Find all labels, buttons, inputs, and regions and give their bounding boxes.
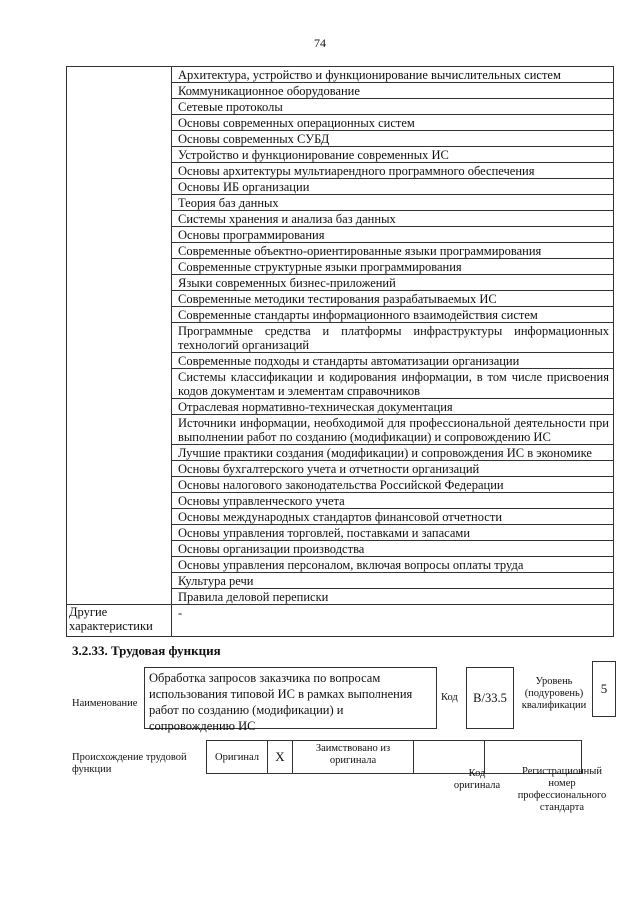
requirement-row bbox=[67, 67, 614, 83]
requirement-item: Основы бухгалтерского учета и отчетности организаций bbox=[172, 461, 614, 477]
requirement-item: Основы международных стандартов финансовой отчетности bbox=[172, 509, 614, 525]
qualification-level-label: Уровень (подуровень) квалификации bbox=[521, 676, 587, 711]
requirement-item: Программные средства и платформы инфраструктуры информационных технологий организаций bbox=[172, 323, 614, 353]
requirement-item: Основы налогового законодательства Российской Федерации bbox=[172, 477, 614, 493]
requirement-item: Основы управления торговлей, поставками и запасами bbox=[172, 525, 614, 541]
requirement-item: Сетевые протоколы bbox=[172, 99, 614, 115]
code-label: Код bbox=[441, 692, 458, 703]
requirement-item: Современные стандарты информационного взаимодействия систем bbox=[172, 307, 614, 323]
code-original-caption: Код оригинала bbox=[453, 768, 501, 791]
name-label: Наименование bbox=[72, 698, 138, 709]
page-number: 74 bbox=[314, 36, 326, 50]
reg-number-caption: Регистрационный номер профессионального стандарта bbox=[517, 766, 607, 813]
requirements-left-cell bbox=[67, 67, 172, 605]
other-characteristics-label: Другие характеристики bbox=[67, 605, 172, 637]
function-code-value: B/33.5 bbox=[466, 667, 514, 729]
requirement-item: Архитектура, устройство и функционирование вычислительных систем bbox=[172, 67, 614, 83]
borrowed-label: Заимствовано из оригинала bbox=[293, 741, 414, 774]
requirement-item: Основы ИБ организации bbox=[172, 179, 614, 195]
requirement-item: Системы классификации и кодирования информации, в том числе присвоения кодов документам и элементам справочников bbox=[172, 369, 614, 399]
requirement-item: Современные объектно-ориентированные языки программирования bbox=[172, 243, 614, 259]
requirement-item: Лучшие практики создания (модификации) и сопровождения ИС в экономике bbox=[172, 445, 614, 461]
requirement-item: Устройство и функционирование современных ИС bbox=[172, 147, 614, 163]
section-heading: 3.2.33. Трудовая функция bbox=[72, 643, 221, 658]
requirements-table bbox=[66, 66, 614, 637]
requirement-item: Современные подходы и стандарты автоматизации организации bbox=[172, 353, 614, 369]
qualification-level-value: 5 bbox=[592, 661, 616, 717]
other-characteristics-value: - bbox=[172, 605, 614, 637]
requirement-item: Основы организации производства bbox=[172, 541, 614, 557]
requirement-item: Основы современных операционных систем bbox=[172, 115, 614, 131]
requirement-item: Основы управленческого учета bbox=[172, 493, 614, 509]
requirement-item: Отраслевая нормативно-техническая документация bbox=[172, 399, 614, 415]
original-mark: X bbox=[268, 741, 293, 774]
requirement-item: Основы программирования bbox=[172, 227, 614, 243]
requirement-item: Теория баз данных bbox=[172, 195, 614, 211]
requirement-item: Языки современных бизнес-приложений bbox=[172, 275, 614, 291]
requirement-item: Культура речи bbox=[172, 573, 614, 589]
requirement-item: Основы современных СУБД bbox=[172, 131, 614, 147]
function-name-value: Обработка запросов заказчика по вопросам использования типовой ИС в рамках выполнения работ по созданию (модификации) и сопровождению ИС bbox=[144, 667, 437, 729]
origin-label: Происхождение трудовой функции bbox=[72, 752, 187, 775]
requirement-item: Современные структурные языки программирования bbox=[172, 259, 614, 275]
requirement-item: Источники информации, необходимой для профессиональной деятельности при выполнении работ по созданию (модификации) и сопровождению ИС bbox=[172, 415, 614, 445]
requirement-item: Правила деловой переписки bbox=[172, 589, 614, 605]
requirement-item: Современные методики тестирования разрабатываемых ИС bbox=[172, 291, 614, 307]
requirement-item: Основы управления персоналом, включая вопросы оплаты труда bbox=[172, 557, 614, 573]
requirement-item: Коммуникационное оборудование bbox=[172, 83, 614, 99]
original-label: Оригинал bbox=[207, 741, 268, 774]
other-characteristics-row bbox=[67, 605, 614, 637]
requirement-item: Основы архитектуры мультиарендного программного обеспечения bbox=[172, 163, 614, 179]
requirement-item: Системы хранения и анализа баз данных bbox=[172, 211, 614, 227]
